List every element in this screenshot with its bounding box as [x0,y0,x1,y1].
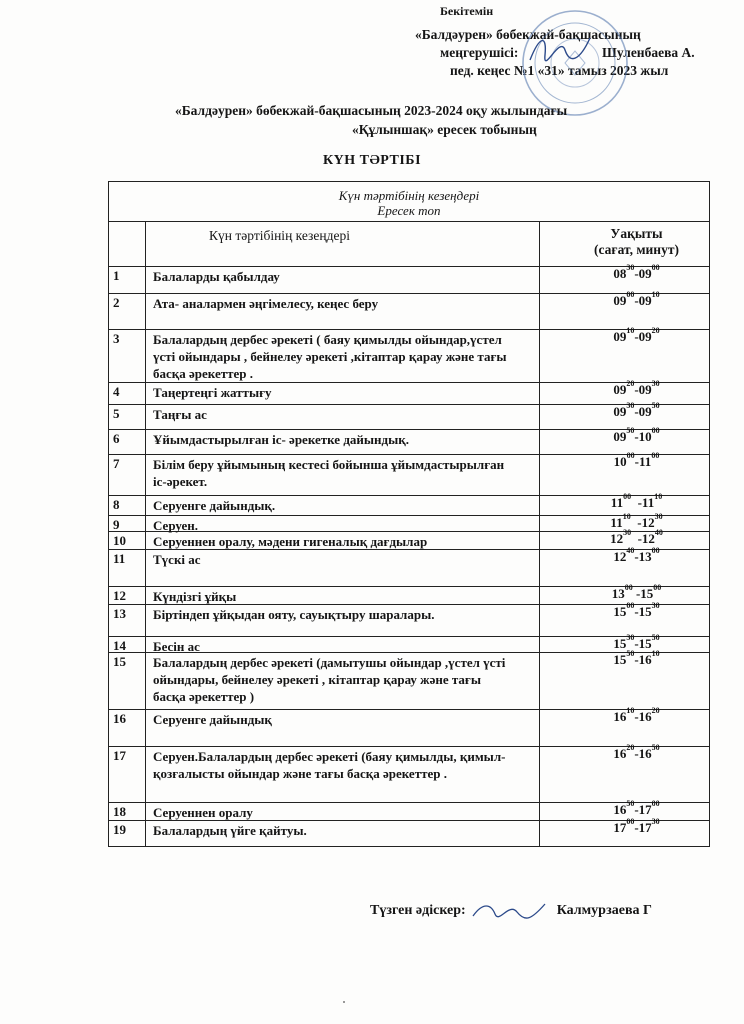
row-activity: Күндізгі ұйқы [153,589,237,604]
approval-line1: Бекітемін [440,4,494,18]
time-hours: 09 [613,329,627,344]
time-separator: - [634,382,639,397]
col-header-time-line2: (сағат, минут) [594,242,679,257]
time-minutes: 10 [622,512,631,521]
row-activity: Таңғы ас [153,407,207,422]
time-separator: - [634,454,640,469]
time-minutes: 00 [651,546,660,555]
approval-name: Шуленбаева А. [602,45,695,60]
time-separator: - [634,429,639,444]
column-divider [145,222,146,846]
time-hours: 11 [639,454,652,469]
row-activity: Серуеннен оралу [153,805,253,820]
time-minutes: 10 [654,492,663,501]
time-hours: 09 [613,404,627,419]
row-time [564,706,709,725]
table-row [109,379,709,405]
compiler-name: Калмурзаева Г [556,903,652,919]
row-number: 17 [113,748,126,763]
row-activity: Балалардың дербес әрекеті ( баяу қимылды ойындар,үстел үсті ойындары , бейнелеу әрекеті ,кітаптар қарау және тағы басқа әрекеттер . [153,332,507,381]
time-minutes: 00 [651,426,660,435]
table-row [109,601,709,637]
time-minutes: 20 [626,379,635,388]
time-hours: 15 [638,636,652,651]
row-time [564,817,709,836]
time-separator: - [634,604,639,619]
time-minutes: 30 [626,633,635,642]
row-activity: Біртіндеп ұйқыдан ояту, сауықтыру шаралары. [153,607,435,622]
time-hours: 16 [613,746,627,761]
time-separator: - [634,820,639,835]
row-number: 10 [113,533,126,548]
time-hours: 12 [613,549,627,564]
row-activity: Ата- аналармен әңгімелесу, кеңес беру [153,296,379,311]
time-separator: - [630,515,642,530]
row-time [564,601,709,620]
row-number: 1 [113,268,120,283]
time-minutes: 00 [626,601,635,610]
time-hours: 13 [611,586,625,601]
time-hours: 15 [640,586,654,601]
table-row [109,706,709,747]
time-hours: 17 [613,820,627,835]
schedule-table [108,181,710,847]
director-signature [525,30,595,70]
row-activity: Серуен. [153,518,198,533]
time-separator: - [634,746,639,761]
time-hours: 09 [638,329,652,344]
time-minutes: 30 [626,401,635,410]
time-separator: - [634,802,639,817]
time-separator: - [634,652,639,667]
table-row [109,528,709,550]
time-minutes: 50 [626,799,635,808]
time-hours: 15 [613,636,627,651]
table-row [109,817,709,846]
time-minutes: 20 [651,326,660,335]
title-line1: «Балдәурен» бөбекжай-бақшасының 2023-2024 оқу жылындағы [175,103,568,118]
table-header-row [109,222,709,267]
row-time [564,263,709,282]
time-hours: 17 [638,820,652,835]
row-activity: Балалардың дербес әрекеті (дамытушы ойындар ,үстел үсті ойындары, бейнелеу әрекеті , кітаптар қарау және тағы басқа әрекеттер ) [153,655,506,704]
time-hours: 15 [613,652,627,667]
row-number: 2 [113,295,120,310]
table-caption-title: Күн тәртібінің кезеңдері [338,188,480,203]
time-minutes: 20 [626,743,635,752]
time-minutes: 40 [654,528,663,537]
table-row [109,743,709,803]
time-hours: 12 [610,531,624,546]
time-minutes: 40 [626,546,635,555]
row-time [564,290,709,309]
row-activity: Балаларды қабылдау [153,269,280,284]
time-minutes: 30 [623,528,632,537]
row-time [564,528,709,547]
col-header-activity: Күн тәртібінің кезеңдері [209,228,350,243]
table-row [109,263,709,294]
compiler-label: Түзген әдіскер: [370,903,466,919]
row-time [564,649,709,668]
time-hours: 11 [610,515,623,530]
time-minutes: 50 [626,426,635,435]
row-number: 7 [113,456,120,471]
time-hours: 16 [638,709,652,724]
time-minutes: 50 [651,401,660,410]
time-hours: 15 [638,604,652,619]
table-row [109,799,709,821]
approval-line2: «Балдәурен» бөбекжай-бақшасының [415,27,641,42]
table-row [109,492,709,516]
scan-speck [343,1001,345,1003]
row-number: 14 [113,638,126,653]
row-time [564,583,709,602]
row-time [564,743,709,762]
time-separator: - [631,495,642,510]
time-hours: 09 [613,382,627,397]
time-hours: 17 [638,802,652,817]
table-caption-group: Ересек топ [377,203,441,218]
time-separator: - [634,549,639,564]
row-number: 18 [113,804,126,819]
time-minutes: 00 [626,290,635,299]
time-hours: 10 [638,429,652,444]
row-number: 16 [113,711,126,726]
time-minutes: 30 [654,512,663,521]
column-divider [539,222,540,846]
row-time [564,492,709,511]
table-row [109,649,709,710]
row-number: 15 [113,654,126,669]
row-number: 3 [113,331,120,346]
time-hours: 13 [638,549,652,564]
table-row [109,326,709,383]
table-caption [109,182,709,222]
row-activity: Серуеннен оралу, мәдени гигеналық дағдылар [153,534,428,549]
row-number: 19 [113,822,126,837]
time-minutes: 50 [651,633,660,642]
time-hours: 11 [610,495,624,510]
table-row [109,583,709,605]
time-minutes: 30 [651,601,660,610]
row-activity: Білім беру ұйымының кестесі бойынша ұйымдастырылған іс-әрекет. [153,457,505,489]
row-time [564,426,709,445]
time-hours: 16 [638,652,652,667]
time-minutes: 00 [651,799,660,808]
compiler-signature [469,898,549,924]
row-activity: Балалардың үйге қайтуы. [153,823,307,838]
row-number: 4 [113,384,120,399]
row-time [564,451,709,470]
time-hours: 09 [638,382,652,397]
time-minutes: 00 [651,263,660,272]
time-separator: - [634,329,639,344]
time-hours: 12 [641,515,655,530]
time-minutes: 00 [626,451,635,460]
time-hours: 10 [613,454,627,469]
approval-role: меңгерушісі: [440,45,519,60]
row-time [564,401,709,420]
table-row [109,546,709,587]
time-hours: 12 [641,531,655,546]
time-hours: 09 [613,429,627,444]
time-hours: 09 [638,293,652,308]
row-time [564,799,709,818]
time-minutes: 00 [651,451,660,460]
time-hours: 16 [638,746,652,761]
col-header-time [564,226,709,258]
time-hours: 16 [613,802,627,817]
time-separator: - [634,636,639,651]
row-activity: Түскі ас [153,552,201,567]
title-line2: «Құлыншақ» ересек тобының [352,122,537,137]
approval-line4: пед. кеңес №1 «31» тамыз 2023 жыл [450,63,669,78]
row-time [564,512,709,531]
time-minutes: 30 [651,817,660,826]
time-minutes: 50 [651,743,660,752]
time-hours: 11 [641,495,655,510]
time-separator: - [634,709,639,724]
time-minutes: 30 [626,263,635,272]
time-separator: - [634,266,639,281]
time-separator: - [634,293,639,308]
compiler-footer [370,898,652,924]
time-minutes: 00 [626,817,635,826]
time-hours: 09 [613,293,627,308]
row-activity: Серуенге дайындық [153,712,272,727]
time-hours: 09 [638,404,652,419]
table-row [109,401,709,430]
row-time [564,633,709,652]
time-minutes: 10 [626,706,635,715]
table-row [109,426,709,455]
page-title: КҮН ТӘРТІБІ [322,153,422,168]
time-minutes: 30 [651,379,660,388]
row-number: 6 [113,431,120,446]
time-hours: 08 [613,266,627,281]
time-minutes: 10 [651,290,660,299]
table-row [109,290,709,330]
time-minutes: 10 [626,326,635,335]
row-time [564,546,709,565]
col-header-time-line1: Уақыты [610,226,663,241]
row-activity: Серуен.Балалардың дербес әрекеті (баяу қимылды, қимыл-қозғалысты ойындар және тағы басқа әрекеттер . [153,749,506,781]
row-activity: Серуенге дайындық. [153,498,276,513]
time-minutes: 10 [651,649,660,658]
time-minutes: 00 [653,583,662,592]
time-minutes: 20 [651,706,660,715]
row-activity: Бесін ас [153,639,200,654]
row-time [564,379,709,398]
time-separator: - [632,586,641,601]
time-hours: 15 [613,604,627,619]
time-minutes: 50 [626,649,635,658]
time-minutes: 00 [624,583,633,592]
row-activity: Ұйымдастырылған іс- әрекетке дайындық. [153,432,409,447]
time-hours: 09 [638,266,652,281]
time-hours: 16 [613,709,627,724]
row-number: 5 [113,406,120,421]
row-number: 8 [113,497,120,512]
row-number: 9 [113,517,120,532]
row-number: 13 [113,606,126,621]
table-row [109,451,709,496]
time-separator: - [634,404,639,419]
row-time [564,326,709,345]
row-number: 12 [113,588,126,603]
time-separator: - [631,531,642,546]
row-activity: Таңертеңгі жаттығу [153,385,272,400]
row-number: 11 [113,551,126,566]
time-minutes: 00 [623,492,632,501]
